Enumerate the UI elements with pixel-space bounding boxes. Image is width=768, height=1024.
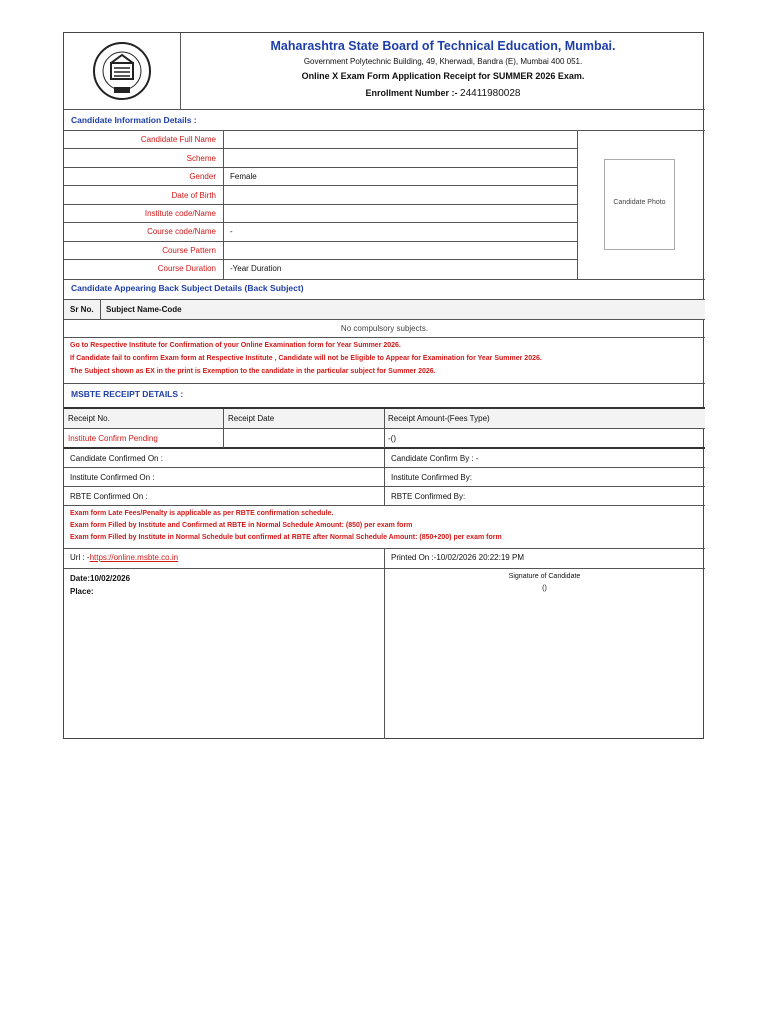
fee-note-3: Exam form Filled by Institute in Normal Schedule but confirmed at RBTE after Normal Schedule Amount: (850+200) per exam form — [70, 534, 502, 541]
candidate-photo-label: Candidate Photo — [613, 199, 666, 206]
receipt-title: Online X Exam Form Application Receipt for SUMMER 2026 Exam. — [301, 71, 585, 81]
label-institute: Institute code/Name — [144, 209, 216, 218]
col-receipt-date: Receipt Date — [228, 414, 275, 423]
receipt-amount-value: -() — [388, 434, 396, 443]
msbte-url-link[interactable]: https://online.msbte.co.in — [89, 553, 179, 562]
back-subject-section-title: Candidate Appearing Back Subject Details (Back Subject) — [71, 283, 304, 293]
url-label: Url : - — [70, 553, 90, 562]
label-dob: Date of Birth — [171, 191, 216, 200]
candidate-confirm-by: Candidate Confirm By : - — [391, 454, 479, 463]
notice-line-2: If Candidate fail to confirm Exam form at Respective Institute , Candidate will not be Eligible to Appear for Examination for Year Summer 2026. — [70, 355, 542, 362]
receipt-sheet — [63, 32, 704, 739]
col-subject-name: Subject Name-Code — [106, 305, 182, 314]
notice-line-1: Go to Respective Institute for Confirmation of your Online Examination form for Year Summer 2026. — [70, 342, 401, 349]
value-course: - — [230, 227, 233, 236]
no-subjects-message: No compulsory subjects. — [340, 324, 429, 333]
label-gender: Gender — [189, 172, 216, 181]
date-label: Date:10/02/2026 — [70, 574, 131, 583]
candidate-section-title: Candidate Information Details : — [71, 115, 197, 125]
notice-line-3: The Subject shown as EX in the print is Exemption to the candidate in the particular subject for Summer 2026. — [70, 368, 436, 375]
place-label: Place: — [70, 587, 94, 596]
msbte-seal-icon — [92, 41, 152, 101]
signature-value: () — [542, 585, 547, 592]
enrollment-number — [181, 88, 705, 99]
receipt-no-value: Institute Confirm Pending — [68, 434, 158, 443]
signature-label: Signature of Candidate — [508, 573, 581, 580]
enrollment-label: Enrollment Number :- — [365, 88, 458, 98]
candidate-photo-box — [604, 159, 675, 250]
institute-confirmed-on: Institute Confirmed On : — [70, 473, 155, 482]
rbte-confirmed-on: RBTE Confirmed On : — [70, 492, 148, 501]
fee-note-2: Exam form Filled by Institute and Confirmed at RBTE in Normal Schedule Amount: (850) per exam form — [70, 522, 413, 529]
fee-note-1: Exam form Late Fees/Penalty is applicable as per RBTE confirmation schedule. — [70, 510, 334, 517]
col-receipt-amount: Receipt Amount-(Fees Type) — [388, 414, 490, 423]
label-full-name: Candidate Full Name — [140, 135, 216, 144]
url-row — [70, 553, 178, 562]
col-receipt-no: Receipt No. — [68, 414, 110, 423]
enrollment-value: 24411980028 — [460, 88, 521, 99]
candidate-confirmed-on: Candidate Confirmed On : — [70, 454, 163, 463]
board-address: Government Polytechnic Building, 49, Kherwadi, Bandra (E), Mumbai 400 051. — [303, 57, 583, 66]
value-gender: Female — [230, 172, 257, 181]
label-course: Course code/Name — [147, 227, 216, 236]
label-course-duration: Course Duration — [157, 264, 216, 273]
label-course-pattern: Course Pattern — [162, 246, 216, 255]
value-course-duration: -Year Duration — [230, 264, 282, 273]
col-sr-no: Sr No. — [70, 305, 94, 314]
rbte-confirmed-by: RBTE Confirmed By: — [391, 492, 466, 501]
printed-on: Printed On :-10/02/2026 20:22:19 PM — [391, 553, 524, 562]
receipt-section-title: MSBTE RECEIPT DETAILS : — [71, 389, 184, 399]
institute-confirmed-by: Institute Confirmed By: — [391, 473, 472, 482]
board-name: Maharashtra State Board of Technical Education, Mumbai. — [270, 39, 616, 53]
header-logo-cell — [64, 33, 181, 109]
label-scheme: Scheme — [186, 154, 216, 163]
